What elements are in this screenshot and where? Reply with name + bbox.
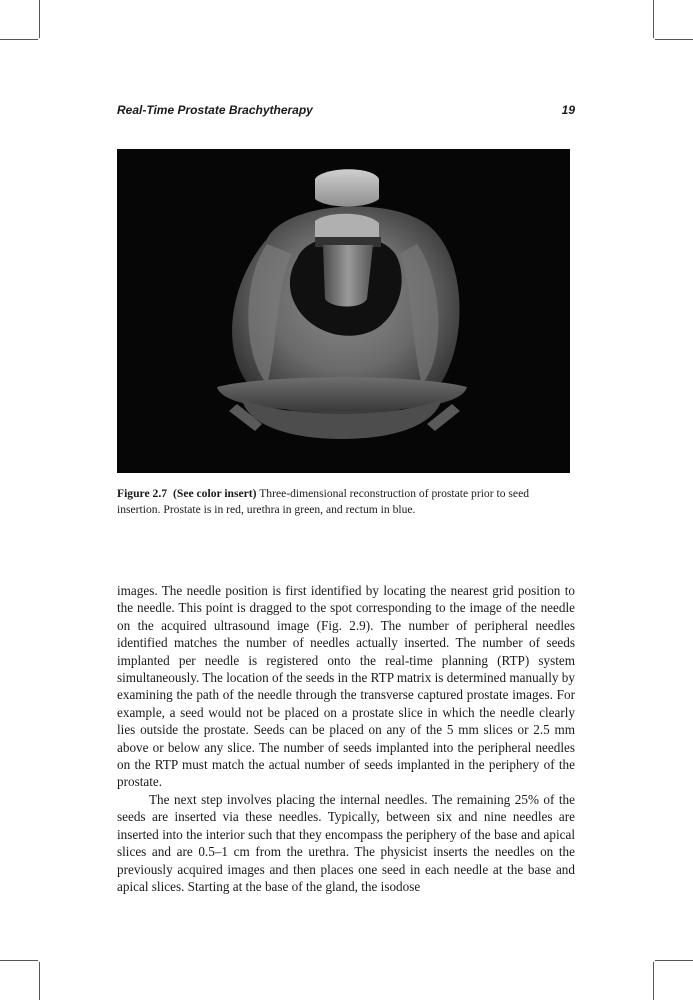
figure-caption-label: Figure 2.7 — [117, 487, 168, 500]
crop-mark-top-right-vertical — [653, 0, 654, 38]
body-paragraph-1: images. The needle position is first identified by locating the nearest grid position to the needle. This point is dragged to the spot corresponding to the image of the needle on the acquired ultrasound image (Fig. 2.9). The number of peripheral needles identified matches the number of needles actually inserted. The number of seeds implanted per needle is registered onto the real-time planning (RTP) system simultaneously. The location of the seeds in the RTP matrix is determined manually by examining the path of the needle through the transverse captured prostate images. For example, a seed would not be placed on a prostate slice in which the needle clearly lies outside the prostate. Seeds can be placed on any of the 5 mm slices or 2.5 mm above or below any slice. The number of seeds implanted into the peripheral needles on the RTP must match the actual number of seeds implanted in the periphery of the prostate. — [117, 583, 575, 790]
crop-mark-bottom-left-horizontal — [0, 960, 38, 961]
page-number: 19 — [561, 103, 575, 117]
crop-mark-top-left-horizontal — [0, 39, 38, 40]
figure-caption — [117, 486, 575, 518]
crop-mark-bottom-right-horizontal — [655, 960, 693, 961]
figure-caption-insert-note: (See color insert) — [173, 487, 257, 500]
running-head-title: Real-Time Prostate Brachytherapy — [117, 103, 313, 117]
crop-mark-top-right-horizontal — [655, 39, 693, 40]
body-text — [117, 582, 575, 895]
crop-mark-bottom-right-vertical — [653, 962, 654, 1000]
crop-mark-bottom-left-vertical — [39, 962, 40, 1000]
figure-prostate-reconstruction — [117, 149, 570, 473]
body-paragraph-2: The next step involves placing the internal needles. The remaining 25% of the seeds are inserted via these needles. Typically, between six and nine needles are inserted into the interior such that they encompass the periphery of the base and apical slices and are 0.5–1 cm from the urethra. The physicist inserts the needles on the previously acquired images and then places one seed in each needle at the base and apical slices. Starting at the base of the gland, the isodose — [117, 791, 575, 894]
crop-mark-top-left-vertical — [39, 0, 40, 38]
prostate-3d-render — [117, 149, 570, 473]
figure-caption-text: Three-dimensional reconstruction of prostate prior to seed insertion. Prostate is in red, urethra in green, and rectum in blue. — [117, 487, 530, 516]
